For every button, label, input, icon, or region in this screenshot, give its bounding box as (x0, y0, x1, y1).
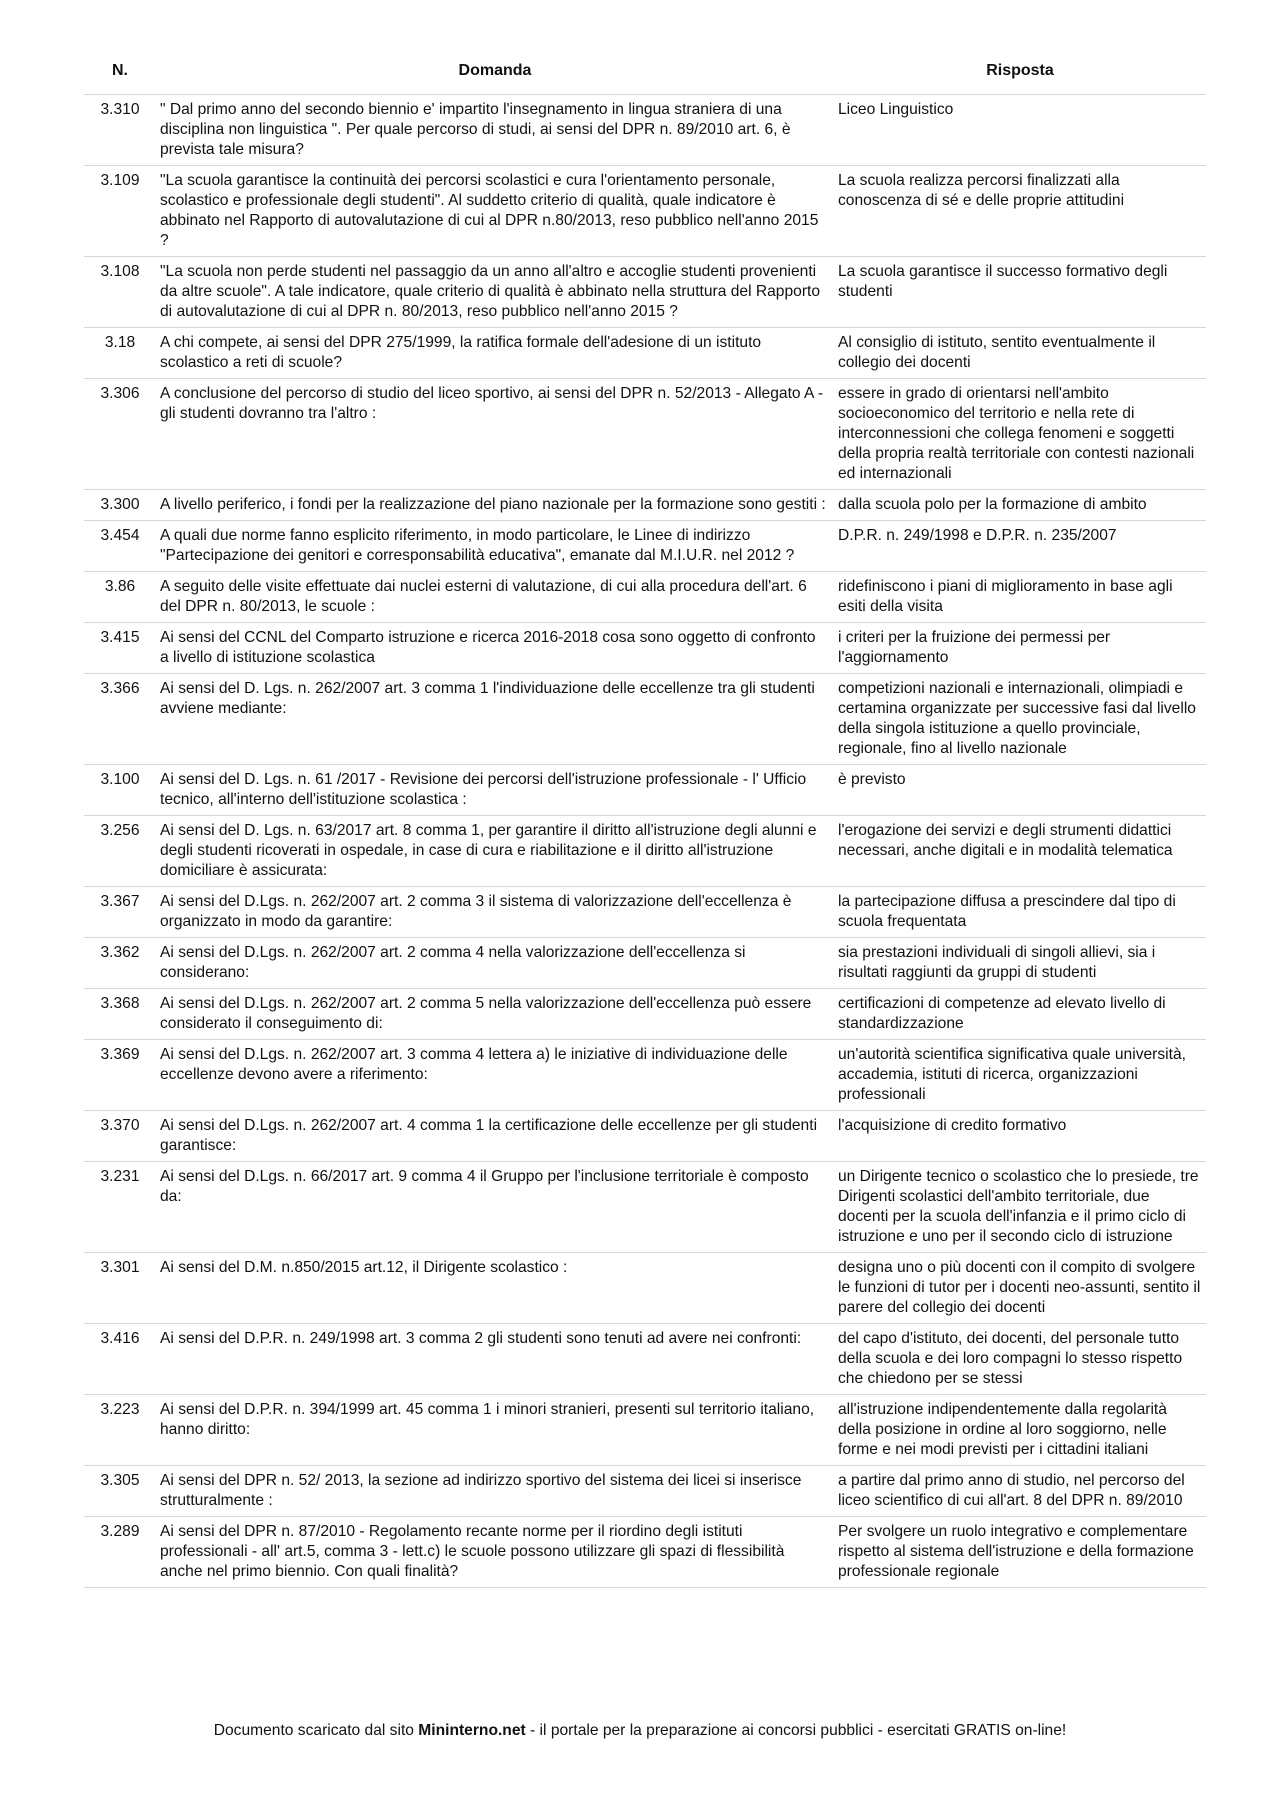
footer (0, 1722, 1280, 1740)
answer-text: è previsto (834, 765, 1206, 816)
question-number: 3.223 (84, 1395, 156, 1466)
answer-text: i criteri per la fruizione dei permessi per l'aggiornamento (834, 623, 1206, 674)
answer-text: un'autorità scientifica significativa quale università, accademia, istituti di ricerca, organizzazioni professionali (834, 1040, 1206, 1111)
table-row (84, 1466, 1206, 1517)
header-question: Domanda (156, 50, 834, 95)
header-answer: Risposta (834, 50, 1206, 95)
table-row (84, 1111, 1206, 1162)
question-number: 3.368 (84, 989, 156, 1040)
answer-text: Liceo Linguistico (834, 95, 1206, 166)
answer-text: a partire dal primo anno di studio, nel percorso del liceo scientifico di cui all'art. 8 del DPR n. 89/2010 (834, 1466, 1206, 1517)
question-text: Ai sensi del D.Lgs. n. 262/2007 art. 2 comma 4 nella valorizzazione dell'eccellenza si considerano: (156, 938, 834, 989)
question-text: Ai sensi del D. Lgs. n. 61 /2017 - Revisione dei percorsi dell'istruzione professionale - l' Ufficio tecnico, all'interno dell'istituzione scolastica : (156, 765, 834, 816)
answer-text: essere in grado di orientarsi nell'ambito socioeconomico del territorio e nella rete di interconnessioni che collega fenomeni e soggetti della propria realtà territoriale con contesti nazionali ed internazionali (834, 379, 1206, 490)
question-number: 3.289 (84, 1517, 156, 1588)
table-row (84, 572, 1206, 623)
answer-text: la partecipazione diffusa a prescindere dal tipo di scuola frequentata (834, 887, 1206, 938)
question-number: 3.370 (84, 1111, 156, 1162)
question-text: A quali due norme fanno esplicito riferimento, in modo particolare, le Linee di indirizzo "Partecipazione dei genitori e corresponsabilità educativa", emanate dal M.I.U.R. nel 2012 ? (156, 521, 834, 572)
question-number: 3.109 (84, 166, 156, 257)
question-text: Ai sensi del DPR n. 52/ 2013, la sezione ad indirizzo sportivo del sistema dei licei si inserisce strutturalmente : (156, 1466, 834, 1517)
table-row (84, 1162, 1206, 1253)
question-text: Ai sensi del DPR n. 87/2010 - Regolamento recante norme per il riordino degli istituti professionali - all' art.5, comma 3 - lett.c) le scuole possono utilizzare gli spazi di flessibilità anche nel primo biennio. Con quali finalità? (156, 1517, 834, 1588)
question-number: 3.305 (84, 1466, 156, 1517)
question-number: 3.416 (84, 1324, 156, 1395)
question-text: Ai sensi del D.Lgs. n. 262/2007 art. 4 comma 1 la certificazione delle eccellenze per gli studenti garantisce: (156, 1111, 834, 1162)
quiz-table (84, 50, 1206, 1588)
table-row (84, 166, 1206, 257)
question-number: 3.18 (84, 328, 156, 379)
table-row (84, 938, 1206, 989)
question-text: Ai sensi del D.Lgs. n. 262/2007 art. 2 comma 5 nella valorizzazione dell'eccellenza può essere considerato il conseguimento di: (156, 989, 834, 1040)
table-row (84, 328, 1206, 379)
answer-text: D.P.R. n. 249/1998 e D.P.R. n. 235/2007 (834, 521, 1206, 572)
question-text: "La scuola non perde studenti nel passaggio da un anno all'altro e accoglie studenti provenienti da altre scuole". A tale indicatore, quale criterio di qualità è abbinato nella struttura del Rapporto di autovalutazione di cui al DPR n. 80/2013, reso pubblico nell'anno 2015 ? (156, 257, 834, 328)
answer-text: sia prestazioni individuali di singoli allievi, sia i risultati raggiunti da gruppi di studenti (834, 938, 1206, 989)
header-number: N. (84, 50, 156, 95)
answer-text: Al consiglio di istituto, sentito eventualmente il collegio dei docenti (834, 328, 1206, 379)
question-text: " Dal primo anno del secondo biennio e' impartito l'insegnamento in lingua straniera di una disciplina non linguistica ". Per quale percorso di studi, ai sensi del DPR n. 89/2010 art. 6, è prevista tale misura? (156, 95, 834, 166)
footer-suffix: - il portale per la preparazione ai concorsi pubblici - esercitati GRATIS on-line! (525, 1722, 1067, 1739)
question-number: 3.306 (84, 379, 156, 490)
question-text: Ai sensi del D.Lgs. n. 262/2007 art. 2 comma 3 il sistema di valorizzazione dell'eccellenza è organizzato in modo da garantire: (156, 887, 834, 938)
question-text: Ai sensi del CCNL del Comparto istruzione e ricerca 2016-2018 cosa sono oggetto di confronto a livello di istituzione scolastica (156, 623, 834, 674)
answer-text: certificazioni di competenze ad elevato livello di standardizzazione (834, 989, 1206, 1040)
table-row (84, 1395, 1206, 1466)
footer-site-link[interactable]: Mininterno.net (418, 1722, 526, 1739)
table-row (84, 521, 1206, 572)
table-row (84, 887, 1206, 938)
question-text: A livello periferico, i fondi per la realizzazione del piano nazionale per la formazione sono gestiti : (156, 490, 834, 521)
question-number: 3.366 (84, 674, 156, 765)
question-number: 3.86 (84, 572, 156, 623)
question-number: 3.310 (84, 95, 156, 166)
question-number: 3.100 (84, 765, 156, 816)
footer-prefix: Documento scaricato dal sito (213, 1722, 419, 1739)
table-row (84, 95, 1206, 166)
table-row (84, 623, 1206, 674)
table-row (84, 1253, 1206, 1324)
table-row (84, 989, 1206, 1040)
question-text: A conclusione del percorso di studio del liceo sportivo, ai sensi del DPR n. 52/2013 - Allegato A - gli studenti dovranno tra l'altro : (156, 379, 834, 490)
table-row (84, 674, 1206, 765)
question-number: 3.301 (84, 1253, 156, 1324)
table-row (84, 1040, 1206, 1111)
table-row (84, 765, 1206, 816)
answer-text: designa uno o più docenti con il compito di svolgere le funzioni di tutor per i docenti neo-assunti, sentito il parere del collegio dei docenti (834, 1253, 1206, 1324)
question-text: Ai sensi del D.M. n.850/2015 art.12, il Dirigente scolastico : (156, 1253, 834, 1324)
question-number: 3.415 (84, 623, 156, 674)
document-page (84, 50, 1206, 1588)
question-text: "La scuola garantisce la continuità dei percorsi scolastici e cura l'orientamento personale, scolastico e professionale degli studenti". Al suddetto criterio di qualità, quale indicatore è abbinato nel Rapporto di autovalutazione di cui al DPR n.80/2013, reso pubblico nell'anno 2015 ? (156, 166, 834, 257)
question-number: 3.454 (84, 521, 156, 572)
answer-text: La scuola garantisce il successo formativo degli studenti (834, 257, 1206, 328)
question-text: A chi compete, ai sensi del DPR 275/1999, la ratifica formale dell'adesione di un istituto scolastico a reti di scuole? (156, 328, 834, 379)
table-body (84, 95, 1206, 1588)
answer-text: dalla scuola polo per la formazione di ambito (834, 490, 1206, 521)
question-number: 3.369 (84, 1040, 156, 1111)
question-number: 3.362 (84, 938, 156, 989)
answer-text: l'acquisizione di credito formativo (834, 1111, 1206, 1162)
table-row (84, 1324, 1206, 1395)
answer-text: un Dirigente tecnico o scolastico che lo presiede, tre Dirigenti scolastici dell'ambito territoriale, due docenti per la scuola dell'infanzia e il primo ciclo di istruzione e uno per il secondo ciclo di istruzione (834, 1162, 1206, 1253)
answer-text: all'istruzione indipendentemente dalla regolarità della posizione in ordine al loro soggiorno, nelle forme e nei modi previsti per i cittadini italiani (834, 1395, 1206, 1466)
table-row (84, 490, 1206, 521)
question-text: Ai sensi del D.Lgs. n. 66/2017 art. 9 comma 4 il Gruppo per l'inclusione territoriale è composto da: (156, 1162, 834, 1253)
question-number: 3.367 (84, 887, 156, 938)
answer-text: ridefiniscono i piani di miglioramento in base agli esiti della visita (834, 572, 1206, 623)
question-text: Ai sensi del D. Lgs. n. 262/2007 art. 3 comma 1 l'individuazione delle eccellenze tra gli studenti avviene mediante: (156, 674, 834, 765)
answer-text: Per svolgere un ruolo integrativo e complementare rispetto al sistema dell'istruzione e della formazione professionale regionale (834, 1517, 1206, 1588)
answer-text: l'erogazione dei servizi e degli strumenti didattici necessari, anche digitali e in modalità telematica (834, 816, 1206, 887)
question-text: Ai sensi del D. Lgs. n. 63/2017 art. 8 comma 1, per garantire il diritto all'istruzione degli alunni e degli studenti ricoverati in ospedale, in case di cura e riabilitazione e il diritto all'istruzione domiciliare è assicurata: (156, 816, 834, 887)
table-row (84, 1517, 1206, 1588)
question-number: 3.300 (84, 490, 156, 521)
table-row (84, 816, 1206, 887)
question-number: 3.108 (84, 257, 156, 328)
question-number: 3.231 (84, 1162, 156, 1253)
table-header-row (84, 50, 1206, 95)
question-text: Ai sensi del D.P.R. n. 394/1999 art. 45 comma 1 i minori stranieri, presenti sul territorio italiano, hanno diritto: (156, 1395, 834, 1466)
answer-text: del capo d'istituto, dei docenti, del personale tutto della scuola e dei loro compagni lo stesso rispetto che chiedono per se stessi (834, 1324, 1206, 1395)
answer-text: La scuola realizza percorsi finalizzati alla conoscenza di sé e delle proprie attitudini (834, 166, 1206, 257)
question-number: 3.256 (84, 816, 156, 887)
table-row (84, 257, 1206, 328)
table-row (84, 379, 1206, 490)
question-text: A seguito delle visite effettuate dai nuclei esterni di valutazione, di cui alla procedura dell'art. 6 del DPR n. 80/2013, le scuole : (156, 572, 834, 623)
answer-text: competizioni nazionali e internazionali, olimpiadi e certamina organizzate per successive fasi dal livello della singola istituzione a quello provinciale, regionale, fino al livello nazionale (834, 674, 1206, 765)
question-text: Ai sensi del D.P.R. n. 249/1998 art. 3 comma 2 gli studenti sono tenuti ad avere nei confronti: (156, 1324, 834, 1395)
question-text: Ai sensi del D.Lgs. n. 262/2007 art. 3 comma 4 lettera a) le iniziative di individuazione delle eccellenze devono avere a riferimento: (156, 1040, 834, 1111)
